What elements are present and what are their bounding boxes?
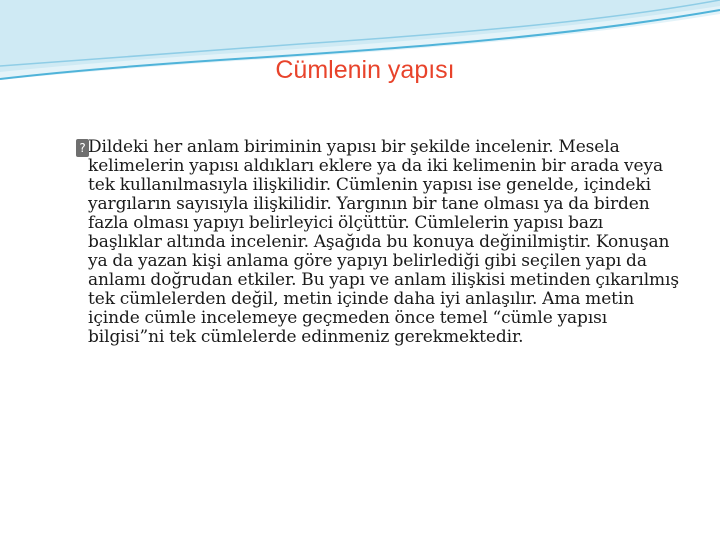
bullet-icon: ? xyxy=(76,139,89,157)
slide-title: Cümlenin yapısı xyxy=(275,56,455,84)
body-paragraph: Dildeki her anlam biriminin yapısı bir şekilde incelenir. Mesela kelimelerin yapısı aldıkları eklere ya da iki kelimenin bir arada veya tek kullanılmasıyla ilişkilidir. Cümlenin yapısı ise genelde, içindeki yargıların sayısıyla ilişkilidir. Yargının bir tane olması ya da birden fazla olması yapıyı belirleyici ölçüttür. Cümlelerin yapısı bazı başlıklar altında incelenir. Aşağıda bu konuya değinilmiştir. Konuşan ya da yazan kişi anlama göre yapıyı belirlediği gibi seçilen yapı da anlamı doğrudan etkiler. Bu yapı ve anlam ilişkisi metinden çıkarılmış tek cümlelerden değil, metin içinde daha iyi anlaşılır. Ama metin içinde cümle incelemeye geçmeden önce temel “cümle yapısı bilgisi”ni tek cümlelerde edinmeniz gerekmektedir. xyxy=(88,137,680,347)
